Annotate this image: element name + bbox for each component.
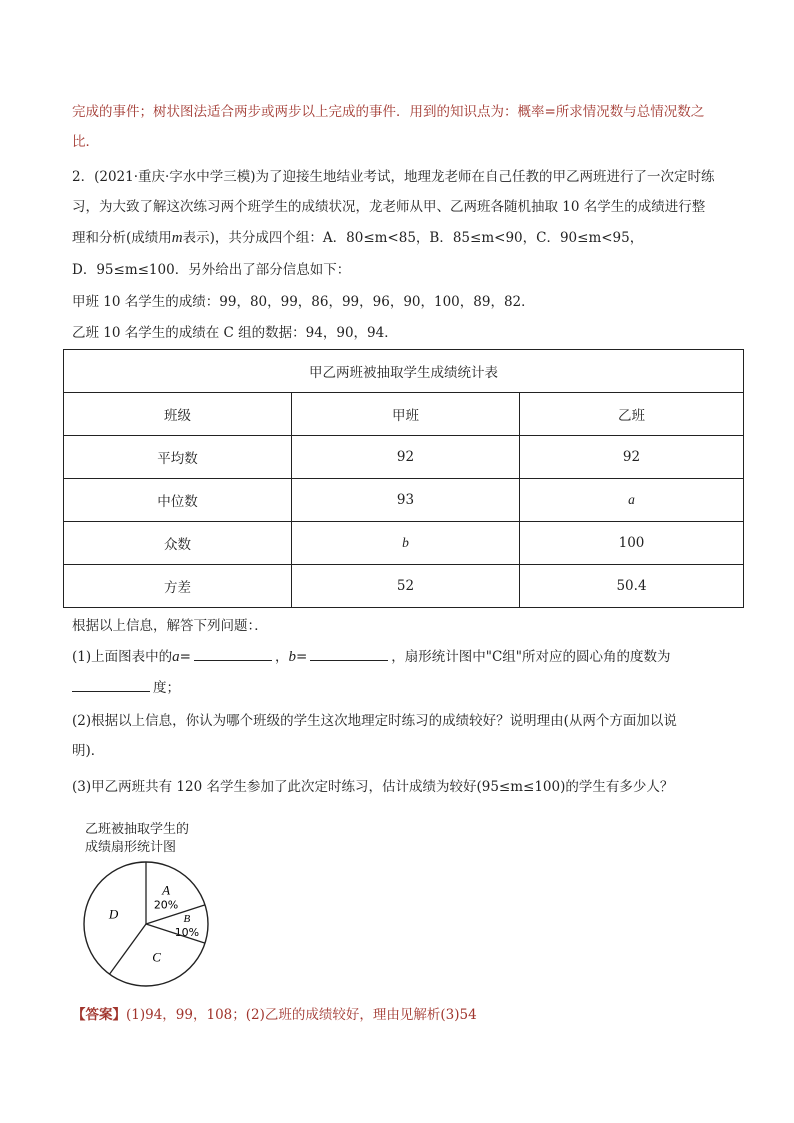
table-row [64,522,744,565]
pie-slice-label: A [162,882,171,898]
variable-m: m [171,230,183,246]
table-header-cell: 班级 [64,393,292,436]
table-caption: 甲乙两班被抽取学生成绩统计表 [64,350,744,393]
pie-slice-label: D [108,906,119,922]
answer-blank-b[interactable] [310,646,388,661]
intro-line-2: 比． [72,134,99,150]
table-row [64,565,744,608]
table-cell: a [520,479,744,522]
answer-blank-a[interactable] [194,646,272,661]
table-cell: 100 [520,522,744,565]
pie-slice-label: B [183,913,191,925]
pie-slice-value-label: 20% [153,898,179,912]
pie-title [85,821,189,857]
table-cell: 92 [292,436,520,479]
stats-table [63,349,744,608]
answer-text: (1)94，99，108；(2)乙班的成绩较好，理由见解析(3)54 [126,1007,477,1023]
table-row [64,479,744,522]
question-2-line-2: 明)． [72,743,105,759]
question-1-cont: 度； [72,677,180,698]
table-cell: 93 [292,479,520,522]
class-b-c-group: 乙班 10 名学生的成绩在 C 组的数据：94，90，94． [72,325,398,341]
table-cell: 92 [520,436,744,479]
answer-tag: 【答案】 [72,1007,126,1023]
table-cell: b [292,522,520,565]
pie-chart [70,858,230,990]
question-3: (3)甲乙两班共有 120 名学生参加了此次定时练习，估计成绩为较好(95≤m≤100)的学生有多少人？ [72,779,674,795]
table-row [64,436,744,479]
table-cell: 众数 [64,522,292,565]
answer-blank-degree[interactable] [72,677,150,692]
problem-line-1: 2．(2021·重庆·字水中学三模)为了迎接生地结业考试，地理龙老师在自己任教的甲乙两班进行了一次定时练 [72,169,715,185]
problem-line-3: 理和分析(成绩用m表示)，共分成四个组：A．80≤m<85，B．85≤m<90，C．90≤m<95， [72,230,644,246]
intro-line-1: 完成的事件；树状图法适合两步或两步以上完成的事件．用到的知识点为：概率=所求情况数与总情况数之 [72,104,705,120]
question-1: (1)上面图表中的a= ，b= ，扇形统计图中"C组"所对应的圆心角的度数为 [72,646,671,667]
table-header-cell: 甲班 [292,393,520,436]
answer [72,1005,477,1025]
questions-lead: 根据以上信息，解答下列问题：． [72,618,268,634]
table-header-cell: 乙班 [520,393,744,436]
problem-line-4: D．95≤m≤100．另外给出了部分信息如下： [72,262,351,278]
table-cell: 52 [292,565,520,608]
table-header-row [64,393,744,436]
table-cell: 50.4 [520,565,744,608]
pie-title-line-2: 成绩扇形统计图 [85,840,177,855]
question-2-line-1: (2)根据以上信息，你认为哪个班级的学生这次地理定时练习的成绩较好？说明理由(从两个方面加以说 [72,713,677,729]
pie-slice-value-label: 10% [174,926,200,939]
table-cell: 平均数 [64,436,292,479]
table-cell: 中位数 [64,479,292,522]
table-cell: 方差 [64,565,292,608]
class-a-scores: 甲班 10 名学生的成绩：99，80，99，86，99，96，90，100，89，82． [72,294,535,310]
pie-title-line-1: 乙班被抽取学生的 [85,822,190,837]
pie-slice-label: C [152,949,161,965]
problem-line-2: 习，为大致了解这次练习两个班学生的成绩状况，龙老师从甲、乙两班各随机抽取 10 名学生的成绩进行整 [72,199,706,215]
